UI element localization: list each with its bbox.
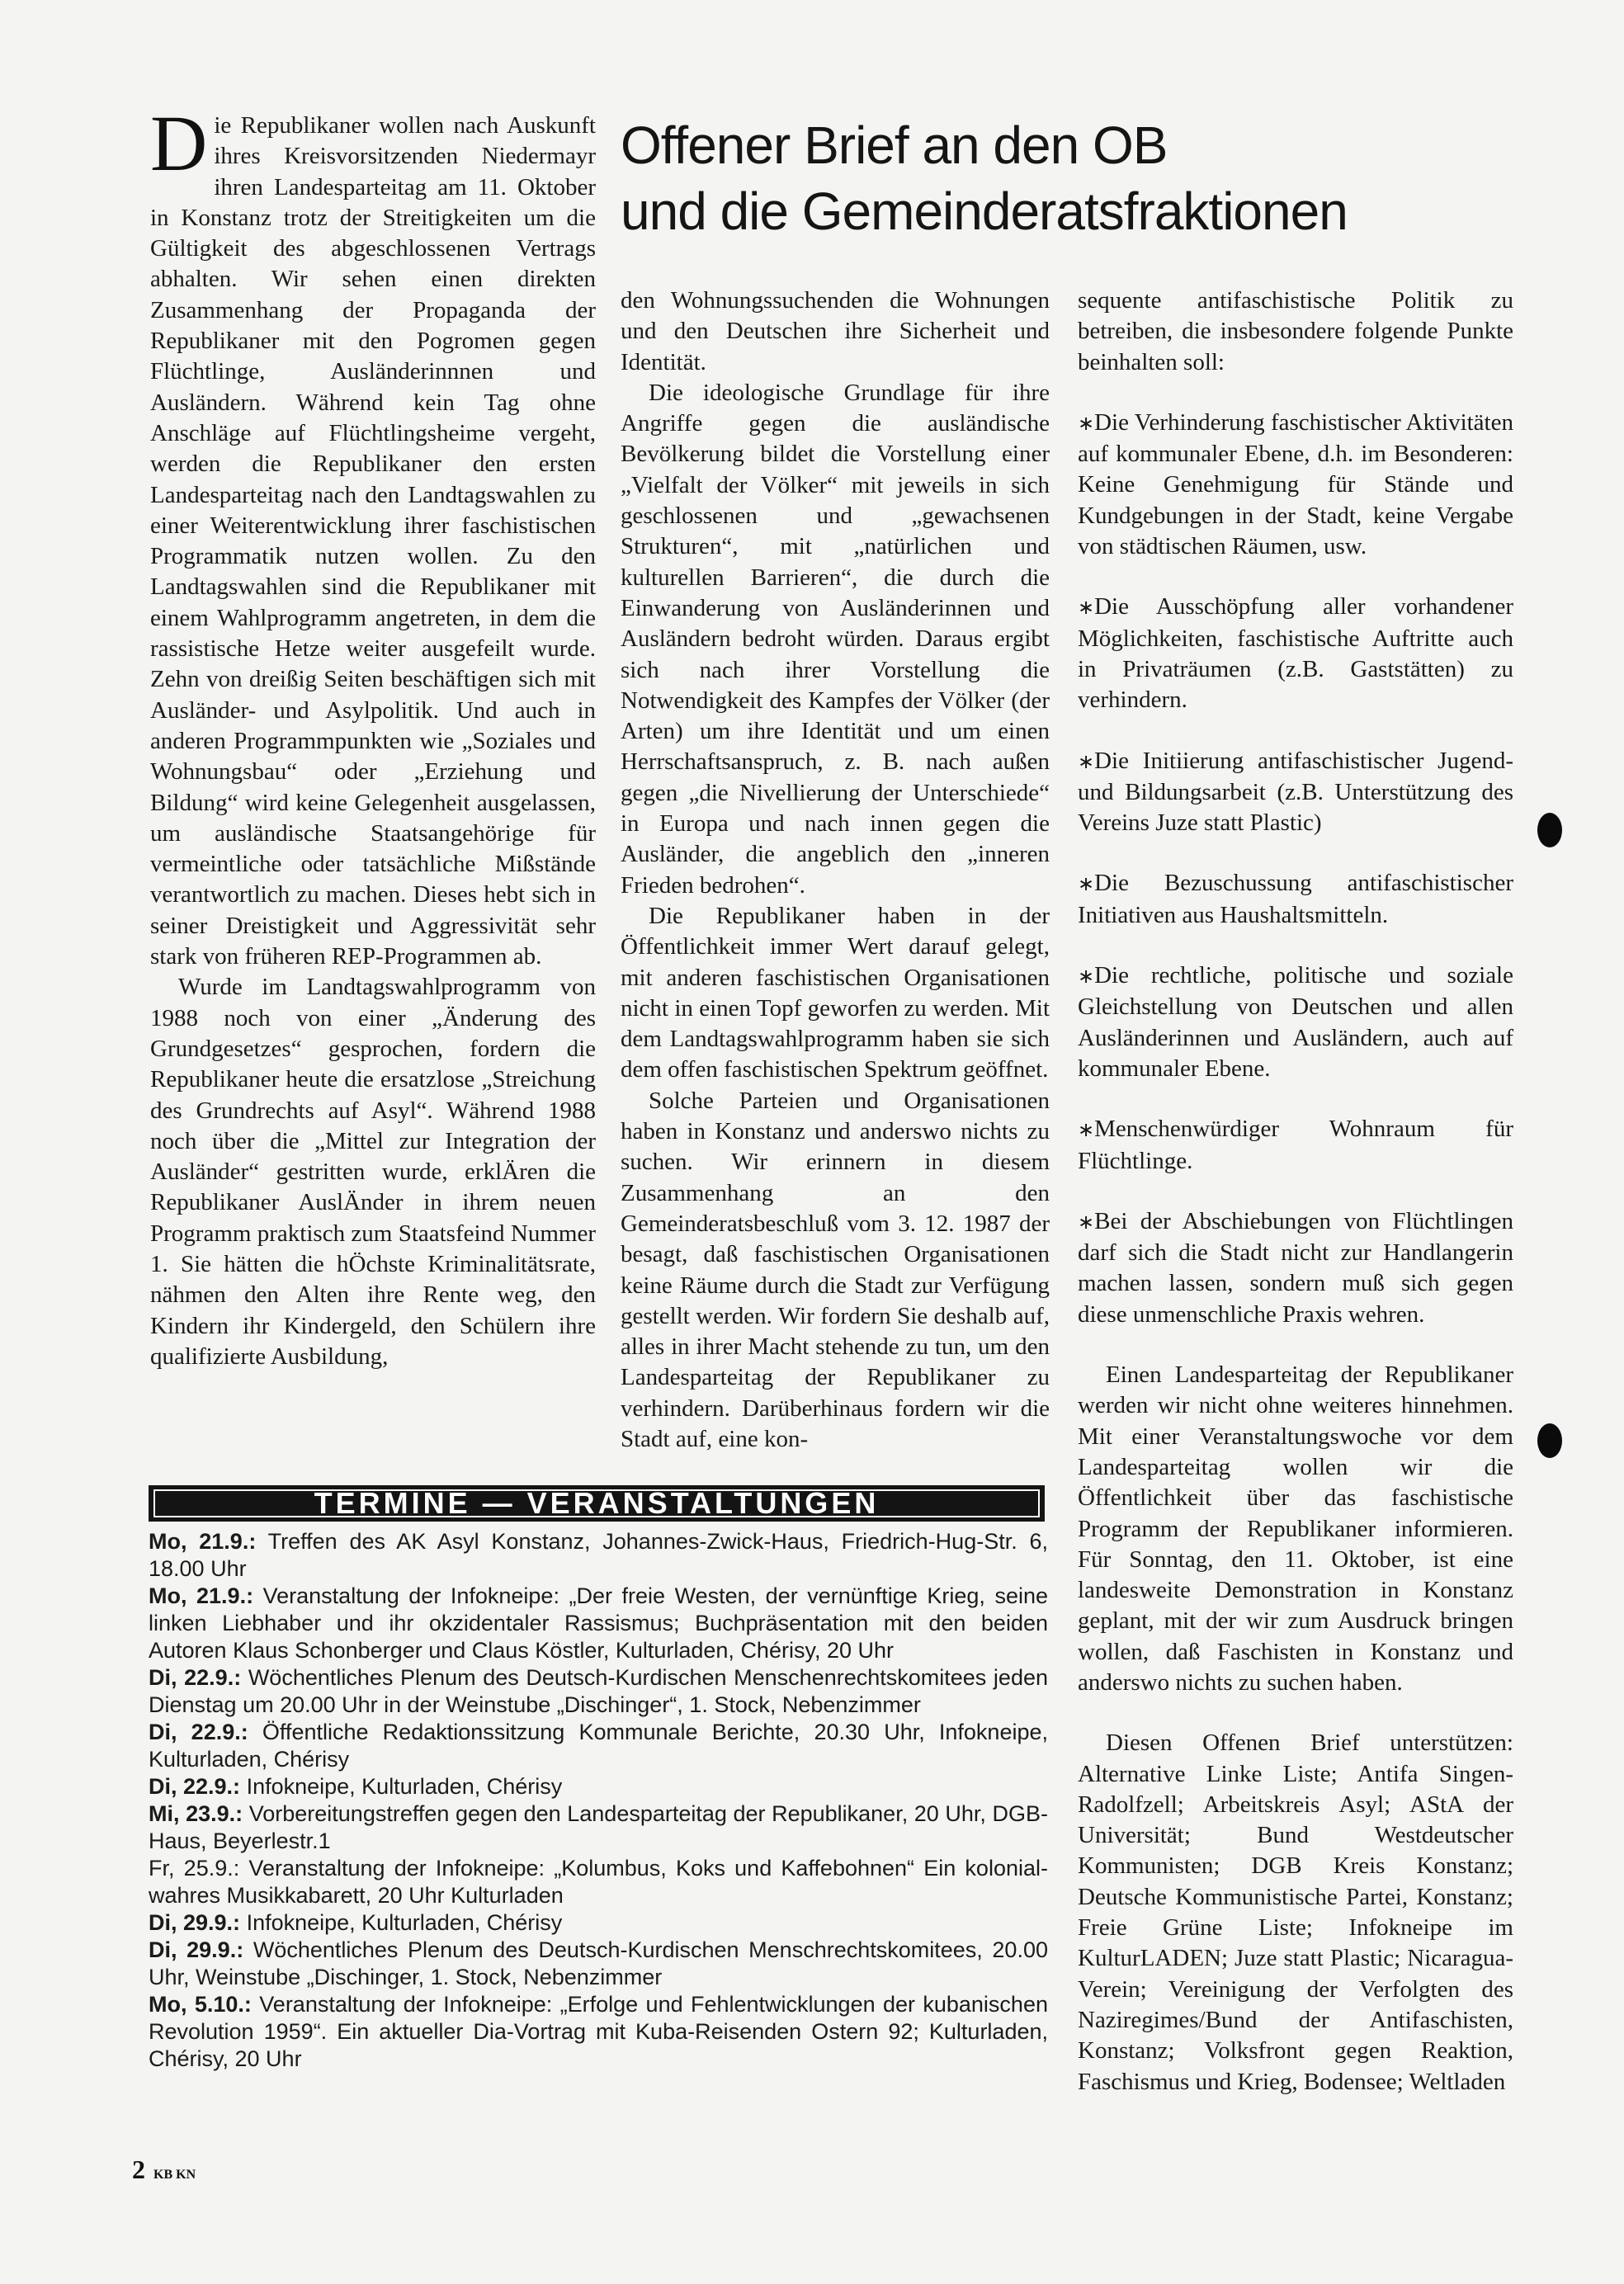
article-column-3 [1078, 286, 1513, 2098]
demand-item [1078, 592, 1513, 715]
termin-text: Veranstaltung der Infokneipe: „Kolumbus, Koks und Kaffebohnen“ Ein kolonial-wahres Musikkabarett, 20 Uhr Kulturladen [149, 1856, 1048, 1908]
headline [621, 112, 1479, 244]
punch-hole [1537, 1423, 1562, 1458]
col1-paragraph-2: Wurde im Landtagswahlprogramm von 1988 noch von einer „Änderung des Grundgesetzes“ gesprochen, fordern die Republikaner heute die ersatzlose „Streichung des Grundrechts auf Asyl“. Während 1988 noch über die „Mittel zur Integration der Ausländer“ gestritten wurde, erklÄren die Republikaner AuslÄnder in ihrem neuen Programm praktisch zum Staatsfeind Nummer 1. Sie hätten die hÖchste Kriminalitätsrate, nähmen den Alten ihre Rente weg, den Kindern ihr Kindergeld, den Schülern ihre qualifizierte Ausbildung, [150, 974, 596, 1370]
termin-text: Wöchentliches Plenum des Deutsch-Kurdischen Menschenrechtskomitees jeden Dienstag um 20.00 Uhr in der Weinstube „Dischinger“, 1. Stock, Nebenzimmer [149, 1665, 1048, 1717]
termine-heading-text: TERMINE — VERANSTALTUNGEN [314, 1486, 880, 1520]
termin-date: Mo, 5.10.: [149, 1992, 252, 2017]
termin-entry [149, 1909, 1048, 1937]
termin-entry [149, 1719, 1048, 1773]
demand-text: Bei der Abschiebungen von Flüchtlingen darf sich die Stadt nicht zur Handlangerin machen lassen, sondern muß sich gegen diese unmenschliche Praxis wehren. [1078, 1207, 1513, 1328]
punch-hole [1537, 813, 1562, 847]
demand-item [1078, 868, 1513, 931]
col1-paragraph-1-text: ie Republikaner wollen nach Auskunft ihres Kreisvorsitzenden Niedermayr ihren Landesparteitag am 11. Oktober in Konstanz trotz der Streitigkeiten um die Gültigkeit des abgeschlossenen Vertrags abhalten. Wir sehen einen direkten Zusammenhang der Propaganda der Republikaner mit den Pogromen gegen Flüchtlinge, Ausländerinnnen und Ausländern. Während kein Tag ohne Anschläge auf Flüchtlingsheime vergeht, werden die Republikaner den ersten Landesparteitag nach den Landtagswahlen zu einer Weiterentwicklung ihrer faschistischen Programmatik nutzen wollen. Zu den Landtagswahlen sind die Republikaner mit einem Wahlprogramm angetreten, in dem die rassistische Hetze weiter ausgefeilt wurde. Zehn von dreißig Seiten beschäftigen sich mit Ausländer- und Asylpolitik. Und auch in anderen Programmpunkten wie „Soziales und Wohnungsbau“ oder „Erziehung und Bildung“ wird keine Gelegenheit ausgelassen, um ausländische Staatsangehörige für vermeintliche oder tatsächliche Mißstände verantwortlich zu machen. Dieses hebt sich in seiner Dreistigkeit und Aggressivität sehr stark von früheren REP-Programmen ab. [150, 112, 596, 970]
col2-paragraph-2: Die ideologische Grundlage für ihre Angriffe gegen die ausländische Bevölkerung bildet die Vorstellung einer „Vielfalt der Völker“ mit jeweils in sich geschlossenen und „gewachsenen Strukturen“, mit „natürlichen und kulturellen Barrieren“, die durch die Einwanderung von Ausländerinnen und Ausländern bedroht würden. Daraus ergibt sich nach ihrer Vorstellung die Notwendigkeit des Kampfes der Völker (der Arten) um ihre Identität und um einen Herrschaftsanspruch, z. B. nach außen gegen „die Nivellierung der Unterschiede“ in Europa und nach innen gegen die Ausländer, die angeblich den „inneren Frieden bedrohen“. [621, 379, 1050, 899]
demand-text: Menschenwürdiger Wohnraum für Flüchtlinge. [1078, 1116, 1513, 1174]
termin-text: Öffentliche Redaktionssitzung Kommunale Berichte, 20.30 Uhr, Infokneipe, Kulturladen, Chérisy [149, 1720, 1048, 1772]
termin-date: Di, 22.9.: [149, 1720, 248, 1744]
demand-item [1078, 746, 1513, 839]
asterisk-bullet-icon: ∗ [1078, 1210, 1095, 1234]
demand-item [1078, 960, 1513, 1084]
termin-entry [149, 1583, 1048, 1664]
asterisk-bullet-icon: ∗ [1078, 596, 1095, 620]
demand-text: Die rechtliche, politische und soziale Gleichstellung von Deutschen und allen Ausländerinnen und Ausländern, auch auf kommunaler Ebene. [1078, 962, 1513, 1082]
termin-text: Infokneipe, Kulturladen, Chérisy [246, 1910, 563, 1935]
termin-date: Fr, 25.9.: [149, 1856, 240, 1881]
termin-text: Veranstaltung der Infokneipe: „Der freie Westen, der vernünftige Krieg, seine linken Liebhaber und ihr okzidentaler Rassismus; Buchpräsentation mit den beiden Autoren Klaus Schonberger und Claus Köstler, Kulturladen, Chérisy, 20 Uhr [149, 1583, 1048, 1663]
headline-line-1: Offener Brief an den OB [621, 116, 1168, 175]
termin-entry [149, 1855, 1048, 1909]
termin-entry [149, 1528, 1048, 1583]
demand-item [1078, 408, 1513, 562]
asterisk-bullet-icon: ∗ [1078, 1118, 1095, 1142]
article-column-1 [150, 99, 596, 1372]
demands-list [1078, 408, 1513, 1330]
termin-text: Veranstaltung der Infokneipe: „Erfolge und Fehlentwicklungen der kubanischen Revolution 1959“. Ein aktueller Dia-Vortrag mit Kuba-Reisenden Ostern 92; Kulturladen, Chérisy, 20 Uhr [149, 1992, 1048, 2071]
col3-paragraph-supporters: Diesen Offenen Brief unterstützen: Alternative Linke Liste; Antifa Singen-Radolfzell; Arbeitskreis Asyl; AStA der Universität; Bund Westdeutscher Kommunisten; DGB Kreis Konstanz; Deutsche Kommunistische Partei, Konstanz; Freie Grüne Liste; Infokneipe im KulturLADEN; Juze statt Plastic; Nicaragua-Verein; Vereinigung der Verfolgten des Naziregimes/Bund der Antifaschisten, Konstanz; Volksfront gegen Reaktion, Faschismus und Krieg, Bodensee; Weltladen [1078, 1730, 1513, 2095]
termin-date: Mo, 21.9.: [149, 1529, 257, 1554]
termin-date: Di, 22.9.: [149, 1665, 242, 1690]
asterisk-bullet-icon: ∗ [1078, 872, 1095, 896]
asterisk-bullet-icon: ∗ [1078, 411, 1095, 435]
demand-item [1078, 1114, 1513, 1177]
col2-paragraph-4: Solche Parteien und Organisationen haben in Konstanz und anderswo nichts zu suchen. Wir erinnern in diesem Zusammenhang an den Gemeinderatsbeschluß vom 3. 12. 1987 der besagt, daß faschistischen Organisationen keine Räume durch die Stadt zur Verfügung gestellt werden. Wir fordern Sie deshalb auf, alles in ihrer Macht stehende zu tun, um den Landesparteitag der Republikaner zu verhindern. Darüberhinaus fordern wir die Stadt auf, eine kon- [621, 1087, 1050, 1452]
termin-date: Di, 29.9.: [149, 1937, 244, 1962]
termin-date: Di, 22.9.: [149, 1774, 241, 1799]
headline-line-2: und die Gemeinderatsfraktionen [621, 182, 1348, 241]
demand-text: Die Bezuschussung antifaschistischer Initiativen aus Haushaltsmitteln. [1078, 870, 1513, 928]
page-footer [132, 2154, 196, 2185]
demand-text: Die Ausschöpfung aller vorhandener Möglichkeiten, faschistische Auftritte auch in Privaträumen (z.B. Gaststätten) zu verhindern. [1078, 593, 1513, 714]
col1-paragraph-1 [150, 99, 596, 972]
col3-intro: sequente antifaschistische Politik zu betreiben, die insbesondere folgende Punkte beinhalten soll: [1078, 287, 1513, 375]
demand-text: Die Initiierung antifaschistischer Jugend- und Bildungsarbeit (z.B. Unterstützung des Vereins Juze statt Plastic) [1078, 747, 1513, 837]
termin-text: Infokneipe, Kulturladen, Chérisy [246, 1774, 563, 1799]
col2-paragraph-1: den Wohnungssuchenden die Wohnungen und den Deutschen ihre Sicherheit und Identität. [621, 287, 1050, 375]
termin-entry [149, 1664, 1048, 1719]
asterisk-bullet-icon: ∗ [1078, 749, 1095, 773]
termin-entry [149, 1800, 1048, 1855]
termine-heading-frame [153, 1489, 1040, 1517]
demand-text: Die Verhinderung faschistischer Aktivitäten auf kommunaler Ebene, d.h. im Besonderen: Keine Genehmigung für Stände und Kundgebungen in der Stadt, keine Vergabe von städtischen Räumen, usw. [1078, 408, 1513, 560]
termin-entry [149, 1773, 1048, 1800]
asterisk-bullet-icon: ∗ [1078, 965, 1095, 989]
termin-date: Mi, 23.9.: [149, 1801, 243, 1826]
page-number: 2 [132, 2154, 145, 2184]
termin-entry [149, 1937, 1048, 1991]
termine-heading [149, 1485, 1045, 1522]
termin-text: Wöchentliches Plenum des Deutsch-Kurdischen Menschrechtskomitees, 20.00 Uhr, Weinstube „Dischinger, 1. Stock, Nebenzimmer [149, 1937, 1048, 1989]
magazine-name: KB KN [153, 2168, 196, 2182]
article-column-2 [621, 286, 1050, 1455]
drop-cap: D [150, 99, 208, 187]
termin-entry [149, 1991, 1048, 2073]
termin-text: Treffen des AK Asyl Konstanz, Johannes-Zwick-Haus, Friedrich-Hug-Str. 6, 18.00 Uhr [149, 1529, 1049, 1581]
col2-paragraph-3: Die Republikaner haben in der Öffentlichkeit immer Wert darauf gelegt, mit anderen faschistischen Organisationen nicht in einen Topf geworfen zu werden. Mit dem Landtagswahlprogramm haben sie sich dem offen faschistischen Spektrum geöffnet. [621, 902, 1050, 1083]
termin-text: Vorbereitungstreffen gegen den Landesparteitag der Republikaner, 20 Uhr, DGB-Haus, Beyerlestr.1 [149, 1801, 1048, 1853]
termin-date: Di, 29.9.: [149, 1910, 241, 1935]
termine-list [149, 1528, 1048, 2073]
termin-date: Mo, 21.9.: [149, 1583, 254, 1608]
demand-item [1078, 1206, 1513, 1330]
col3-paragraph-landesparteitag: Einen Landesparteitag der Republikaner werden wir nicht ohne weiteres hinnehmen. Mit einer Veranstaltungswoche vor dem Landesparteitag wollen wir die Öffentlichkeit über das faschistische Programm der Republikaner informieren. Für Sonntag, den 11. Oktober, ist eine landesweite Demonstration in Konstanz geplant, mit der wir zum Ausdruck bringen wollen, daß Faschisten in Konstanz und anderswo nichts zu suchen haben. [1078, 1361, 1513, 1696]
